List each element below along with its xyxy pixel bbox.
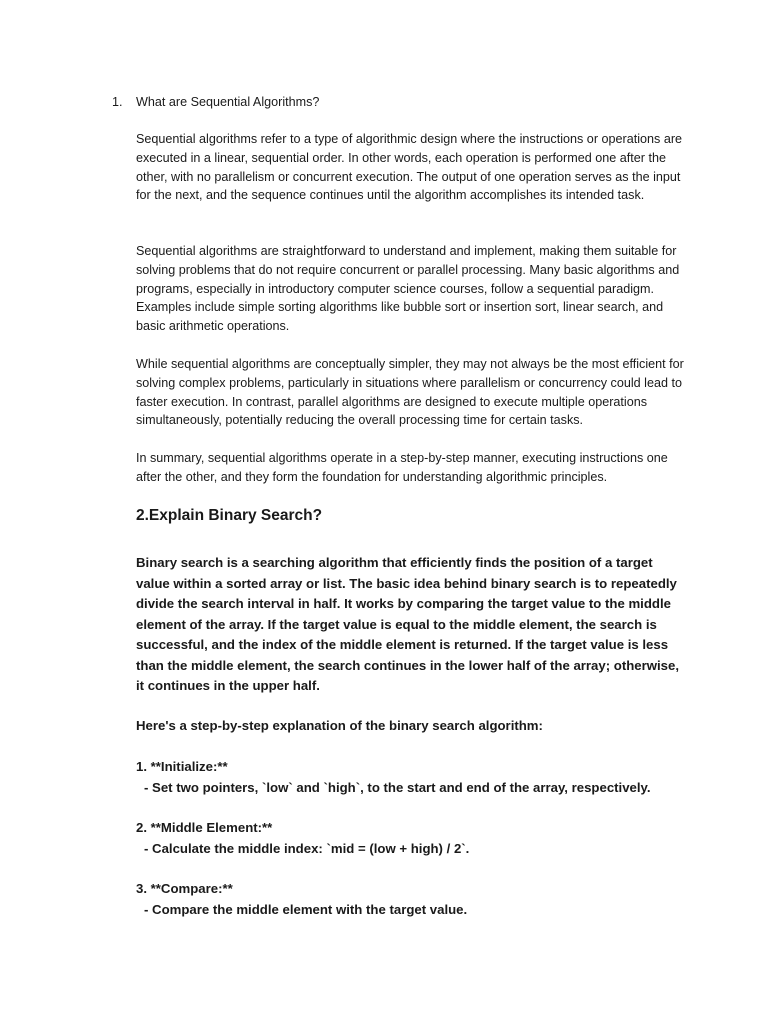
section-2-intro: Binary search is a searching algorithm that efficiently finds the position of a target value within a sorted array or list. The basic idea behind binary search is to repeatedly divide the search interval in half. It works by comparing the target value to the middle element of the array. If the target value is equal to the middle element, the search is successful, and the index of the middle element is returned. If the target value is less than the middle element, the search continues in the lower half of the array; otherwise, it continues in the upper half.	[136, 555, 679, 693]
section-2-heading: 2.Explain Binary Search?	[136, 507, 323, 524]
section-1-heading	[112, 93, 319, 111]
step-initialize	[136, 757, 651, 798]
section-1-paragraph-2: Sequential algorithms are straightforward to understand and implement, making them suitable for solving problems that do not require concurrent or parallel processing. Many basic algorithms and programs, especially in introductory computer science courses, follow a sequential paradigm. Examples include simple sorting algorithms like bubble sort or insertion sort, linear search, and basic arithmetic operations.	[136, 244, 680, 334]
section-1-title: What are Sequential Algorithms?	[136, 95, 320, 109]
step-detail: - Set two pointers, `low` and `high`, to the start and end of the array, respectively.	[144, 779, 651, 795]
section-2-steps-intro: Here's a step-by-step explanation of the binary search algorithm:	[136, 718, 543, 733]
section-1-paragraph-3: While sequential algorithms are conceptually simpler, they may not always be the most efficient for solving complex problems, particularly in situations where parallelism or concurrency could lead to faster execution. In contrast, parallel algorithms are designed to execute multiple operations simultaneously, potentially reducing the overall processing time for certain tasks.	[136, 357, 684, 428]
step-title: 2. **Middle Element:**	[136, 820, 273, 835]
step-title: 1. **Initialize:**	[136, 759, 228, 774]
step-compare	[136, 879, 467, 920]
step-title: 3. **Compare:**	[136, 881, 233, 896]
step-detail: - Calculate the middle index: `mid = (low + high) / 2`.	[144, 840, 470, 856]
section-1-paragraph-4: In summary, sequential algorithms operate in a step-by-step manner, executing instructions one after the other, and they form the foundation for understanding algorithmic principles.	[136, 451, 668, 484]
section-1-number: 1.	[112, 95, 123, 109]
section-1-paragraph-1: Sequential algorithms refer to a type of algorithmic design where the instructions or operations are executed in a linear, sequential order. In other words, each operation is performed one after the other, with no parallelism or concurrent execution. The output of one operation serves as the input for the next, and the sequence continues until the algorithm accomplishes its intended task.	[136, 132, 683, 203]
step-middle-element	[136, 818, 469, 859]
step-detail: - Compare the middle element with the target value.	[144, 901, 468, 917]
